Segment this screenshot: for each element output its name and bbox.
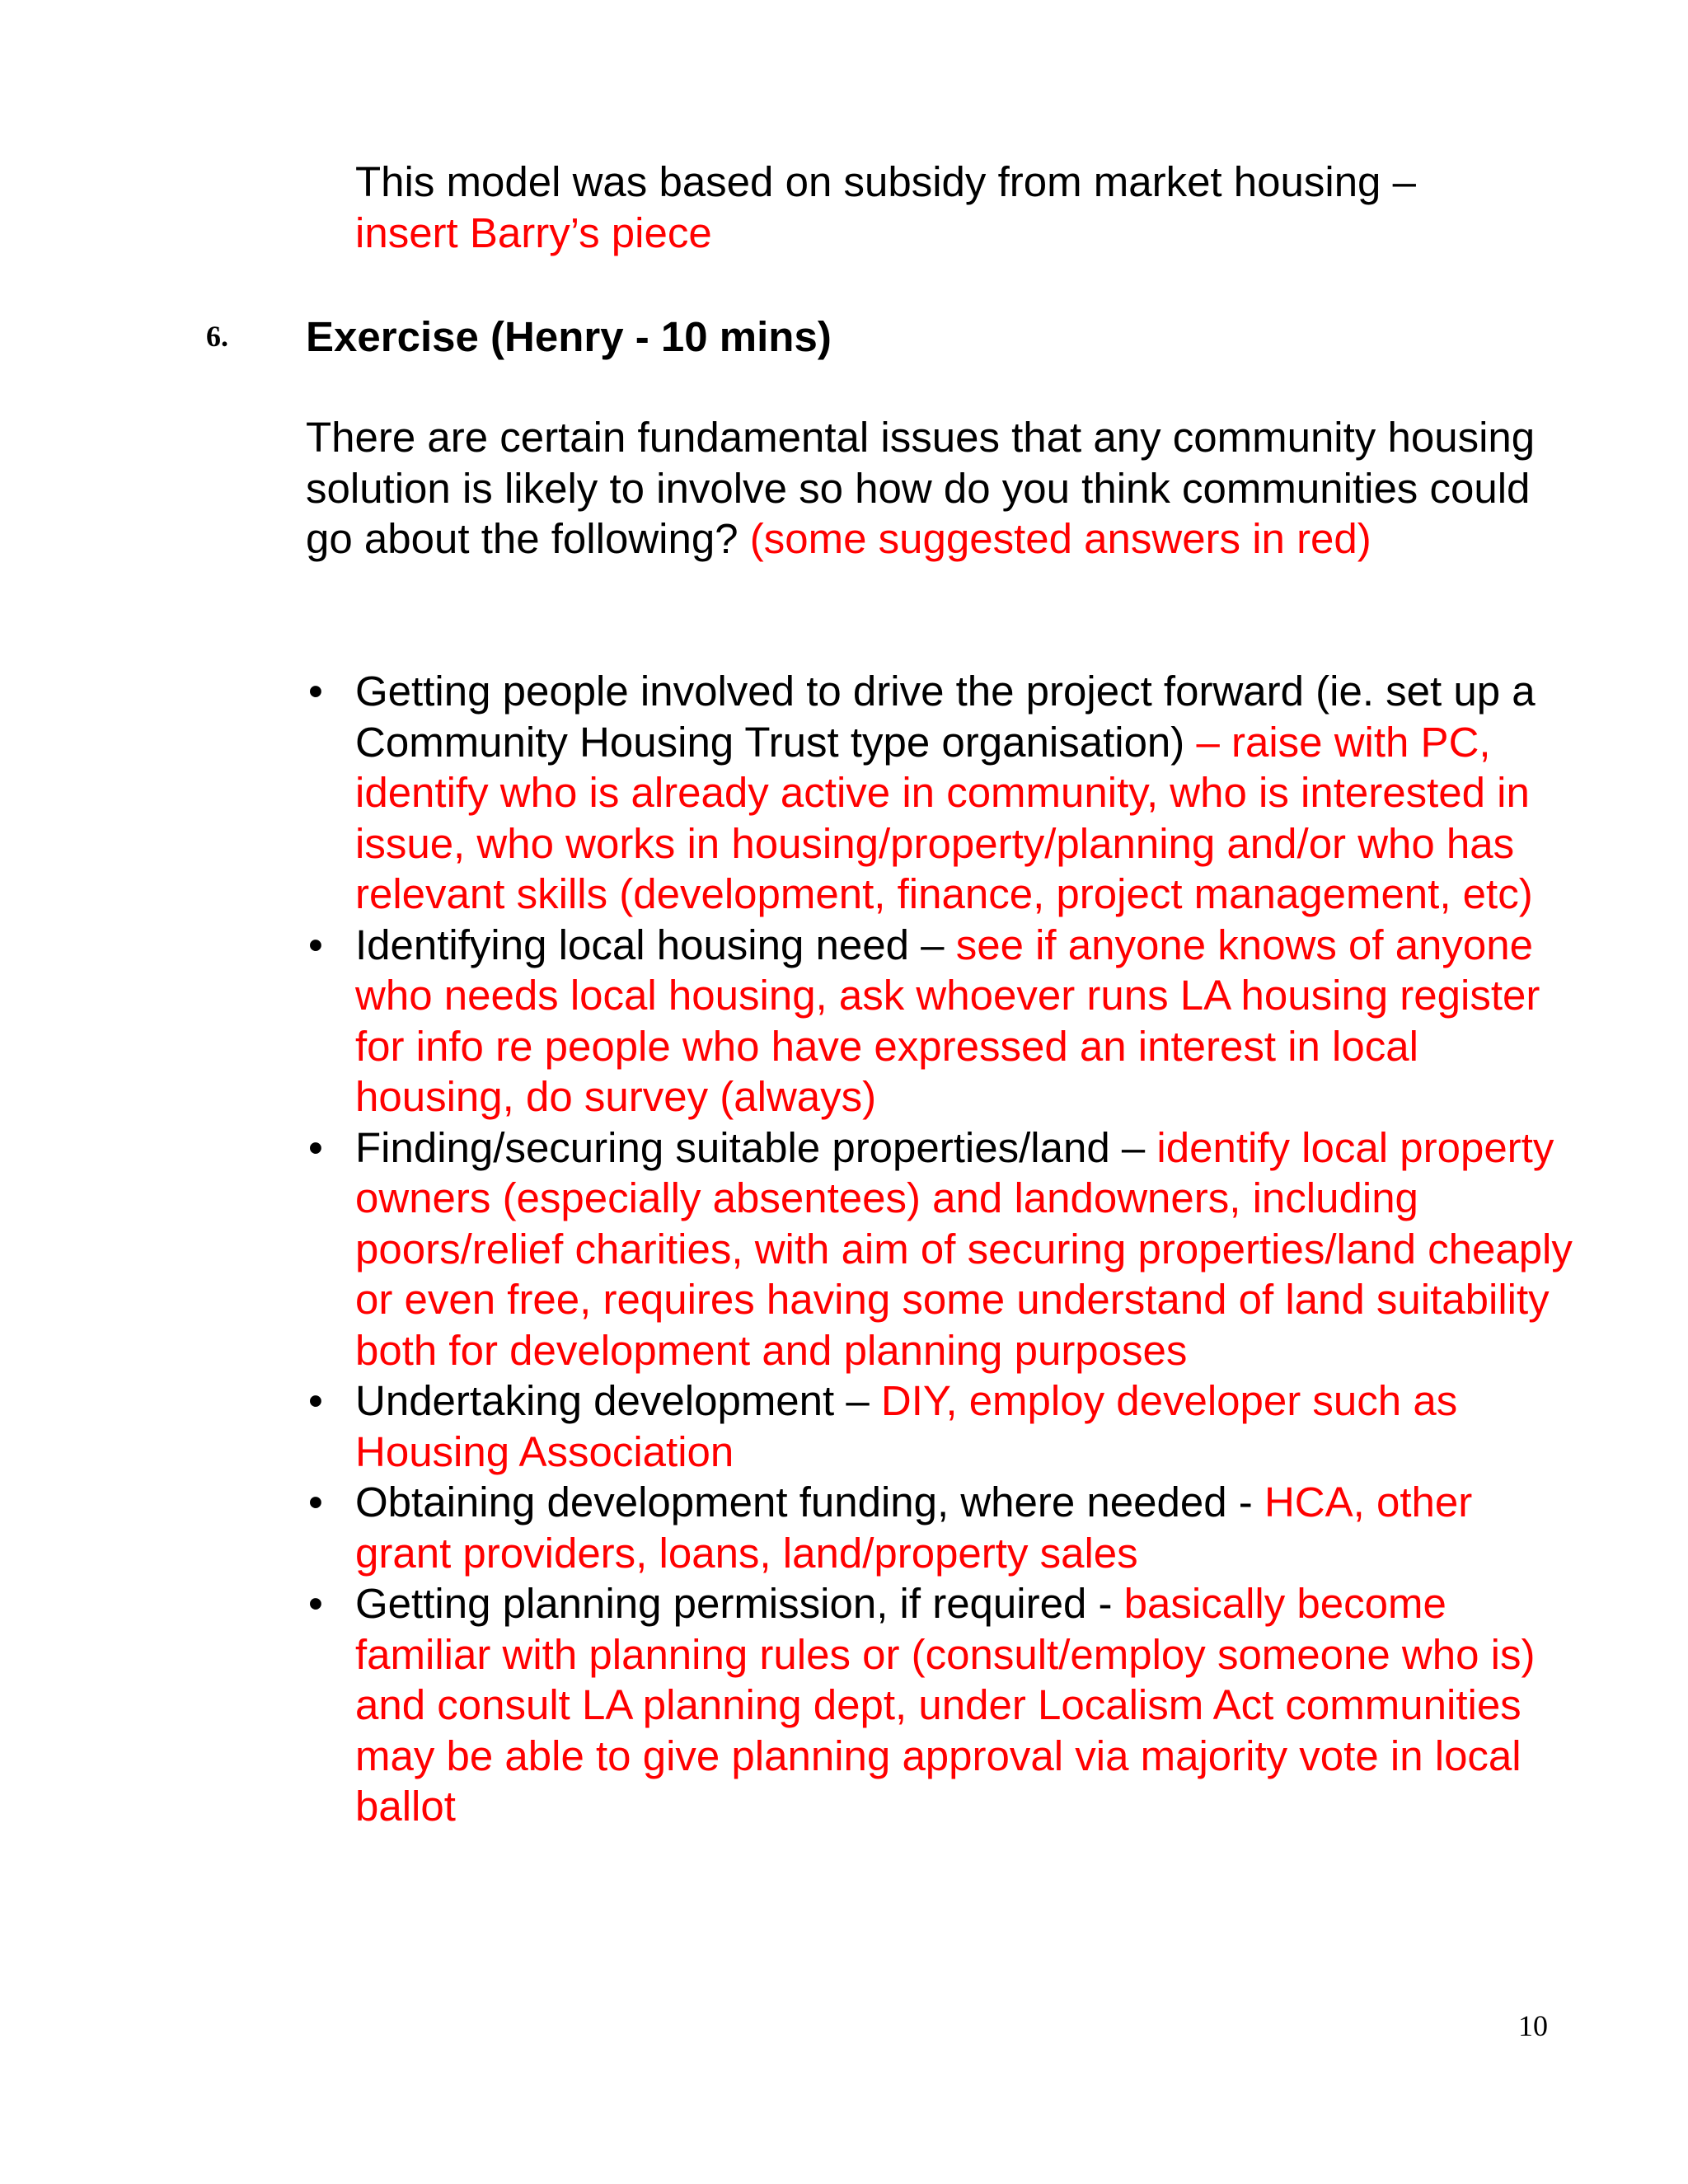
item-prompt: Identifying local housing need – bbox=[355, 921, 945, 968]
exercise-question bbox=[306, 412, 1542, 565]
bullet-icon: • bbox=[308, 1580, 323, 1627]
item-answer: basically become familiar with planning rules or (consult/employ someone who is) and consult LA planning dept, under Localism Act communities may be able to give planning approval via majority vote in local ballot bbox=[355, 1580, 1536, 1830]
list-item bbox=[306, 1578, 1575, 1832]
item-answer: DIY, employ developer such as Housing Association bbox=[355, 1377, 1458, 1475]
question-text: There are certain fundamental issues that any community housing solution is likely to involve so how do you think communities could go about the following? bbox=[306, 414, 1536, 562]
section-number: 6. bbox=[206, 320, 228, 353]
bullet-icon: • bbox=[308, 1123, 323, 1171]
item-prompt: Obtaining development funding, where needed - bbox=[355, 1479, 1253, 1526]
page-number: 10 bbox=[1518, 2009, 1548, 2042]
list-item bbox=[306, 1122, 1575, 1376]
issue-list bbox=[306, 666, 1575, 1832]
bullet-icon: • bbox=[308, 1377, 323, 1424]
list-item bbox=[306, 666, 1575, 920]
item-prompt: Finding/securing suitable properties/land – bbox=[355, 1123, 1146, 1171]
bullet-icon: • bbox=[308, 1479, 323, 1526]
section-heading: Exercise (Henry - 10 mins) bbox=[306, 313, 832, 360]
item-answer: see if anyone knows of anyone who needs local housing, ask whoever runs LA housing register for info re people who have expressed an interest in local housing, do survey (always) bbox=[355, 921, 1540, 1120]
item-prompt: Getting people involved to drive the project forward (ie. set up a Community Housing Trust type organisation) bbox=[355, 668, 1536, 766]
bullet-icon: • bbox=[308, 921, 323, 968]
item-answer: – raise with PC, identify who is already active in community, who is interested in issue, who works in housing/property/planning and/or who has relevant skills (development, finance, project management, etc) bbox=[355, 718, 1533, 917]
item-answer: identify local property owners (especially absentees) and landowners, including poors/relief charities, with aim of securing properties/land cheaply or even free, requires having some understand of land suitability both for development and planning purposes bbox=[355, 1123, 1573, 1374]
item-prompt: Undertaking development – bbox=[355, 1377, 870, 1424]
item-answer: HCA, other grant providers, loans, land/property sales bbox=[355, 1479, 1473, 1577]
list-item bbox=[306, 920, 1575, 1122]
list-item bbox=[306, 1477, 1575, 1578]
item-prompt: Getting planning permission, if required - bbox=[355, 1580, 1113, 1627]
intro-editor-note: insert Barry’s piece bbox=[355, 209, 712, 256]
question-note: (some suggested answers in red) bbox=[749, 515, 1372, 562]
list-item bbox=[306, 1376, 1575, 1477]
intro-paragraph bbox=[355, 157, 1542, 258]
bullet-icon: • bbox=[308, 668, 323, 715]
intro-text: This model was based on subsidy from market housing – bbox=[355, 158, 1416, 205]
